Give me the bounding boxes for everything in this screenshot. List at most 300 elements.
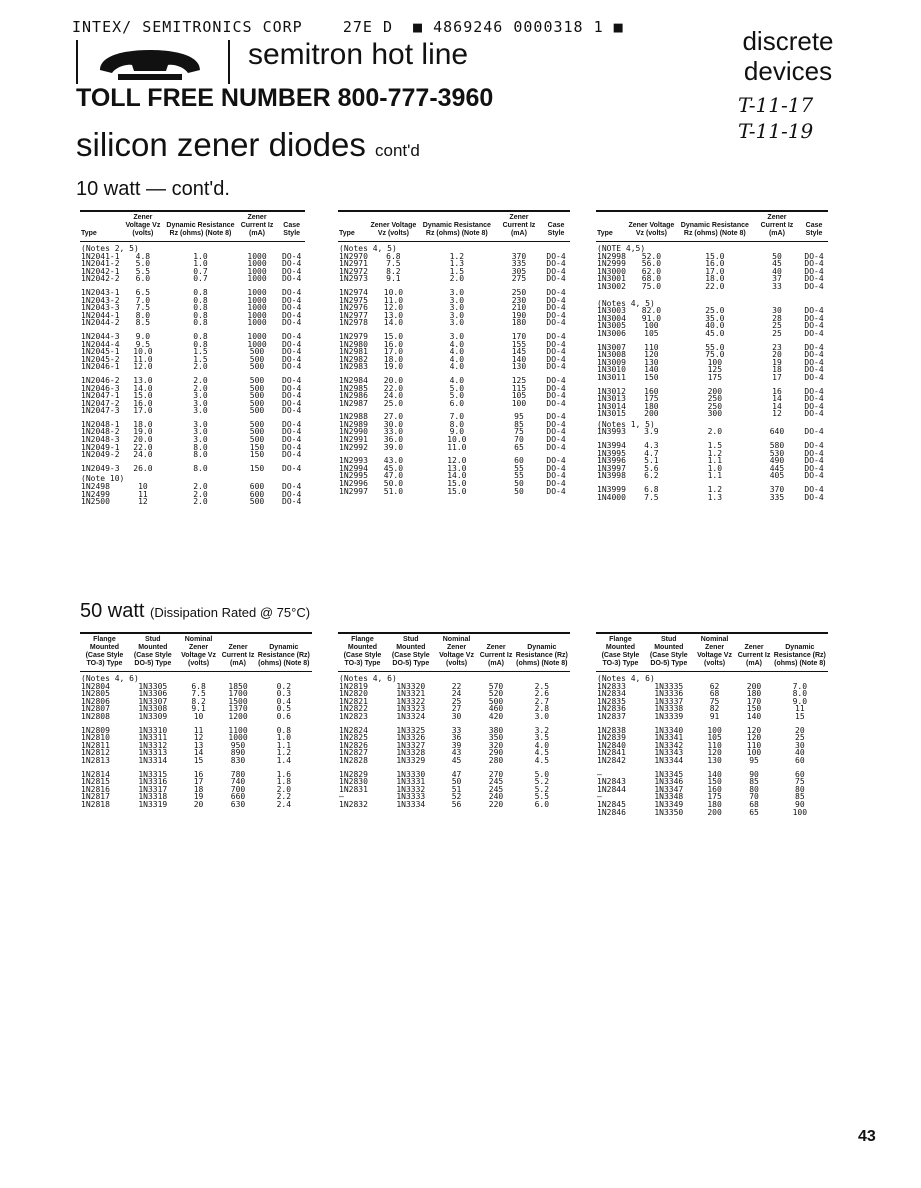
table-cell: 11 [138,489,148,499]
table-cell: 24.0 [133,450,153,460]
table-cell: 33 [451,725,462,735]
hotline-logo [76,40,230,84]
page-number: 43 [858,1128,876,1145]
col-header-voltage: Zener Voltage Vz (volts) [627,211,676,242]
table-cell: 140 [511,354,527,364]
table-cell: 17 [772,372,782,382]
table-row [338,488,570,496]
table-cell: 2.0 [193,362,208,372]
table-cell: 51 [451,784,462,794]
table-cell: 11.0 [447,442,467,452]
table-cell: 530 [769,448,785,458]
table-cell: 240 [488,792,504,802]
table-cell: 3.0 [193,391,208,401]
table-cell: 16.0 [705,259,725,269]
table-cell: 22.0 [383,383,404,393]
table-cell: 10.0 [133,347,153,357]
col-header-stud-type: Stud Mounted (Case Style DO-5) Type [129,633,177,672]
table-cell: 1N2499 [81,489,110,499]
table-cell: 1N3007 [597,342,626,352]
table-cell: 1N2047-3 [81,406,120,416]
table-cell: 1N2817 [81,792,110,802]
table-cell: DO-4 [282,383,302,393]
table-cell: 1N2833 [597,681,626,691]
table-cell: 200 [707,386,723,396]
table-cell: 39 [451,740,462,750]
page-title-suffix: cont'd [375,141,420,160]
table-cell: DO-4 [804,342,824,352]
table-cell: 75 [795,777,805,787]
table-cell: 1N2822 [339,704,368,714]
table-cell: DO-4 [546,295,566,305]
table-cell: 1N3310 [138,725,168,735]
table-cell: 2.4 [276,799,292,809]
table-cell: 9.1 [386,274,401,284]
table-cell: 160 [707,784,722,794]
table-cell: 1N3334 [396,799,426,809]
table-cell: 5.0 [449,383,465,393]
category-line-2: devices [743,56,833,86]
table-row [80,275,305,283]
table-cell: DO-4 [804,409,824,419]
table-cell: 60 [795,769,805,779]
table-cell: 1N3349 [654,799,684,809]
col-header-current: Zener Current Iz (mA) [478,633,513,672]
table-cell: 0.8 [193,295,208,305]
table-row [338,319,570,327]
table-cell: 10.0 [383,287,404,297]
table-cell: 5.0 [449,391,465,401]
table-cell: 200 [644,409,659,419]
table-cell: 1N2974 [339,287,368,297]
table-cell: 10 [138,482,148,492]
table-cell: 4.0 [449,347,465,357]
table-cell: DO-4 [804,357,824,367]
table-cell: 22 [451,681,462,691]
table-cell: 1N2995 [339,471,368,481]
table-cell: 18 [193,784,204,794]
table-cell: 160 [644,386,659,396]
table-cell: 110 [644,342,659,352]
table-cell: 14.0 [383,318,404,328]
notes-row [596,672,828,683]
table-cell: 26.0 [133,463,153,473]
table-cell: DO-4 [546,310,566,320]
table-cell: 1N3316 [138,777,168,787]
table-cell: 1N2992 [339,442,368,452]
table-cell: 380 [488,725,504,735]
table-cell: 125 [511,375,527,385]
table-cell: DO-4 [282,347,302,357]
table-cell: 8.5 [135,318,151,328]
table-cell: DO-4 [282,287,302,297]
table-cell: 1.2 [449,251,465,261]
table-cell: DO-4 [546,463,566,473]
table-cell: 1.4 [276,755,292,765]
table-cell: 220 [488,799,504,809]
table-cell: 1N3330 [396,769,426,779]
table-cell: 3.0 [449,303,465,313]
table-cell: 0.8 [193,331,208,341]
table-cell: 1.0 [193,259,208,269]
table-cell: DO-4 [282,406,302,416]
table-cell: 3.0 [449,295,465,305]
table-cell: 1.0 [193,251,208,261]
table-row [596,410,828,418]
table-cell: 30.0 [383,419,404,429]
table-cell: 5.1 [644,456,659,466]
table-cell: 500 [249,427,265,437]
table-cell: 500 [249,419,265,429]
table-cell: 28 [772,313,782,323]
table-cell: 890 [230,748,246,758]
table-cell: 200 [707,807,722,817]
table-cell: — [597,769,602,779]
table-cell: 500 [249,354,265,364]
table-cell: 100 [511,398,527,408]
table-cell: 1N3345 [654,769,684,779]
table-cell: 19 [193,792,204,802]
table-cell: 17.0 [133,406,153,416]
table-cell: 1100 [228,725,248,735]
table-cell: 2.8 [534,704,550,714]
table-cell: 4.0 [449,339,465,349]
table-cell: 18.0 [133,419,153,429]
table-cell: 70 [514,435,524,445]
col-header-flange-type: Flange Mounted (Case Style TO-3) Type [338,633,387,672]
page-title [76,126,420,164]
table-cell: 1N2997 [339,486,368,496]
table-cell: DO-4 [282,251,302,261]
table-cell: 0.7 [193,274,208,284]
table-cell: 45.0 [383,463,404,473]
table-cell: 305 [511,266,527,276]
table-cell: 16.0 [383,339,404,349]
table-cell: 245 [488,777,504,787]
table-cell: DO-4 [546,287,566,297]
table-cell: DO-4 [282,339,302,349]
notes-cell: (Notes 4, 5) [339,244,397,253]
table-cell: 320 [488,740,504,750]
table-cell: 280 [488,755,504,765]
table-cell: 25 [795,733,805,743]
table-cell: 210 [511,303,527,313]
page-title-main: silicon zener diodes [76,126,366,163]
table-cell: 1N2845 [597,799,626,809]
table-cell: 1N2818 [81,799,110,809]
table-cell: DO-4 [804,448,824,458]
table-cell: 1N3319 [138,799,168,809]
table-cell: 1N3011 [597,372,626,382]
table-cell: 1000 [247,339,267,349]
table-cell: 1N3322 [396,696,426,706]
table-cell: 90 [795,799,805,809]
table-cell: 1N2970 [339,251,368,261]
table-cell: 370 [511,251,527,261]
table-cell: 1N3323 [396,704,426,714]
zener-50w-table-3 [596,632,828,816]
table-row [338,400,570,408]
table-cell: 3.2 [534,725,550,735]
col-header-resistance: Dynamic Resistance Rz (ohms) (Note 8) [418,211,496,242]
col-header-current: Zener Current Iz (mA) [736,633,771,672]
table-row [80,713,312,721]
table-cell: 1N2990 [339,427,368,437]
table-cell: 43.0 [383,456,404,466]
table-cell: 1N3313 [138,748,168,758]
table-cell: 1.5 [193,347,208,357]
table-cell: 0.2 [276,681,292,691]
table-cell: 700 [230,784,246,794]
table-cell: 91.0 [641,313,662,323]
table-cell: DO-4 [804,485,824,495]
table-cell: DO-4 [546,375,566,385]
table-cell: 1000 [247,310,267,320]
table-cell: 1N3324 [396,711,426,721]
table-cell: 24.0 [383,391,404,401]
table-cell: 1N2041-1 [81,251,120,261]
table-cell: 0.8 [193,303,208,313]
table-cell: 1N2993 [339,456,368,466]
table-cell: 0.3 [276,689,292,699]
table-cell: 14 [772,394,782,404]
table-cell: 1N2047-2 [81,398,120,408]
table-cell: 1N2846 [597,807,626,817]
table-cell: 100 [746,748,762,758]
table-cell: 20 [795,725,805,735]
table-cell: DO-4 [282,442,302,452]
table-cell: 0.8 [193,310,208,320]
table-cell: 0.8 [276,725,292,735]
table-cell: 1000 [247,266,267,276]
col-header-nominal-voltage: Nominal Zener Voltage Vz (volts) [693,633,737,672]
table-cell: 1370 [228,704,248,714]
table-cell: 175 [707,372,723,382]
table-cell: 25 [451,696,462,706]
table-cell: 445 [769,463,785,473]
table-cell: 13.0 [447,463,467,473]
table-cell: 100 [644,321,659,331]
table-cell: 1N2045-1 [81,347,120,357]
table-cell: 1000 [247,274,267,284]
table-cell: 7.5 [191,689,206,699]
table-cell: 105 [511,391,527,401]
table-cell: DO-4 [804,372,824,382]
table-row [338,444,570,452]
notes-cell: (Notes 4, 6) [339,674,397,683]
col-header-resistance: Dynamic Resistance Rz (ohms) (Note 8) [676,211,754,242]
table-cell: 1N2988 [339,412,368,422]
table-cell: 1N2809 [81,725,110,735]
table-cell: 1N3993 [597,427,626,437]
table-cell: DO-4 [546,331,566,341]
table-cell: 1N2838 [597,725,626,735]
table-cell: DO-4 [804,306,824,316]
notes-cell: (Notes 1, 5) [597,419,655,429]
table-cell: 1.0 [707,463,723,473]
table-cell: 1N2044-2 [81,318,120,328]
table-cell: 1N3309 [138,711,168,721]
table-cell: 1N2831 [339,784,368,794]
table-cell: 1N2830 [339,777,368,787]
table-row [80,498,305,506]
table-cell: 250 [707,394,723,404]
table-cell: 1N2824 [339,725,368,735]
table-cell: 80 [795,784,805,794]
table-cell: DO-4 [282,489,302,499]
table-cell: 43 [451,748,462,758]
section-50-watt-label: 50 watt [80,600,145,622]
table-cell: 15.0 [133,391,153,401]
table-row [596,472,828,480]
table-cell: 1.5 [449,266,465,276]
table-cell: 62 [709,681,720,691]
table-cell: 18.0 [705,274,725,284]
table-row [338,363,570,371]
table-cell: 1N2047-1 [81,391,120,401]
table-cell: 1N2843 [597,777,626,787]
table-cell: DO-4 [282,482,302,492]
col-header-flange-type: Flange Mounted (Case Style TO-3) Type [80,633,129,672]
table-cell: 740 [230,777,246,787]
table-cell: 91 [709,711,720,721]
table-cell: 1N2804 [81,681,110,691]
table-cell: 1N3009 [597,357,626,367]
category-line-1: discrete [742,26,834,56]
table-cell: 1N2987 [339,398,368,408]
table-cell: 3.0 [534,711,550,721]
table-cell: 170 [511,331,527,341]
table-cell: 580 [769,441,785,451]
table-cell: 1N2971 [339,259,368,269]
table-cell: 39.0 [383,442,404,452]
table-cell: 125 [707,365,723,375]
table-cell: 16 [772,386,782,396]
table-cell: 3.0 [449,310,465,320]
table-cell: DO-4 [282,303,302,313]
table-cell: 1N2807 [81,704,110,714]
table-cell: 45 [772,259,782,269]
table-cell: DO-4 [804,313,824,323]
table-cell: 8.0 [193,450,208,460]
table-cell: 2.7 [534,696,550,706]
table-cell: 50.0 [383,479,404,489]
table-cell: 275 [511,274,527,284]
table-cell: 9.0 [792,696,808,706]
col-header-type: Type [596,211,627,242]
table-cell: 14 [772,401,782,411]
table-cell: 150 [249,463,265,473]
table-row [596,809,828,817]
table-cell: 1N2973 [339,274,368,284]
table-cell: DO-4 [282,354,302,364]
table-cell: 47.0 [383,471,404,481]
table-cell: 630 [230,799,246,809]
table-cell: DO-4 [546,274,566,284]
table-cell: 1N2996 [339,479,368,489]
table-cell: 1N3314 [138,755,168,765]
table-row [80,363,305,371]
table-cell: 270 [488,769,504,779]
table-cell: 1.1 [707,471,723,481]
table-cell: 55 [514,463,524,473]
table-cell: 25.0 [705,306,725,316]
table-cell: 1N3312 [138,740,168,750]
table-cell: 9.1 [191,704,206,714]
col-header-nominal-voltage: Nominal Zener Voltage Vz (volts) [435,633,479,672]
table-cell: 85 [749,777,759,787]
table-cell: 1N2982 [339,354,368,364]
table-cell: 5.0 [534,769,550,779]
table-cell: DO-4 [282,259,302,269]
telephone-icon [78,40,228,84]
table-cell: 370 [769,485,785,495]
table-cell: 1N3311 [138,733,168,743]
table-cell: 1.1 [276,740,292,750]
table-cell: 20 [772,350,782,360]
table-cell: DO-4 [804,365,824,375]
table-cell: 1N2049-2 [81,450,120,460]
table-cell: 1N2828 [339,755,368,765]
table-cell: 25.0 [383,398,404,408]
table-cell: 20.0 [133,435,153,445]
table-row [596,283,828,291]
table-cell: 335 [511,259,527,269]
table-cell: 1N2043-1 [81,287,120,297]
header-code-line: INTEX/ SEMITRONICS CORP 27E D ■ 4869246 0000318 1 ■ [72,18,624,36]
table-cell: 1N2977 [339,310,368,320]
table-cell: 56.0 [641,259,662,269]
table-cell: 1N4000 [597,492,626,502]
table-cell: 1N3318 [138,792,168,802]
table-cell: 55 [514,471,524,481]
table-row [80,319,305,327]
table-cell: 23 [772,342,782,352]
table-cell: 100 [792,807,808,817]
table-cell: 30 [772,306,782,316]
table-cell: DO-4 [804,441,824,451]
table-cell: 55.0 [705,342,725,352]
table-cell: DO-4 [804,259,824,269]
table-cell: 335 [769,492,785,502]
table-cell: 1N2844 [597,784,626,794]
table-cell: 520 [488,689,504,699]
table-cell: 8.2 [386,266,401,276]
table-cell: 1000 [247,303,267,313]
col-header-current: Zener Current Iz (mA) [754,211,800,242]
notes-cell: (Note 10) [81,474,125,484]
table-cell: 90 [749,769,759,779]
table-cell: 50 [772,251,782,261]
table-cell: DO-4 [282,435,302,445]
table-cell: 1N2972 [339,266,368,276]
table-cell: 6.0 [135,274,151,284]
table-cell: 3.0 [193,427,208,437]
table-cell: 45 [451,755,462,765]
table-cell: — [339,792,344,802]
table-cell: 1N2042-2 [81,274,120,284]
table-cell: 1N3014 [597,401,626,411]
notes-row [338,242,570,253]
table-row [338,275,570,283]
table-cell: 8.0 [449,419,465,429]
table-cell: 7.5 [135,303,151,313]
table-cell: 600 [249,482,265,492]
table-cell: 250 [707,401,723,411]
table-cell: 0.7 [193,266,208,276]
section-50-watt-note: (Dissipation Rated @ 75°C) [150,605,311,620]
table-cell: 6.8 [644,485,659,495]
